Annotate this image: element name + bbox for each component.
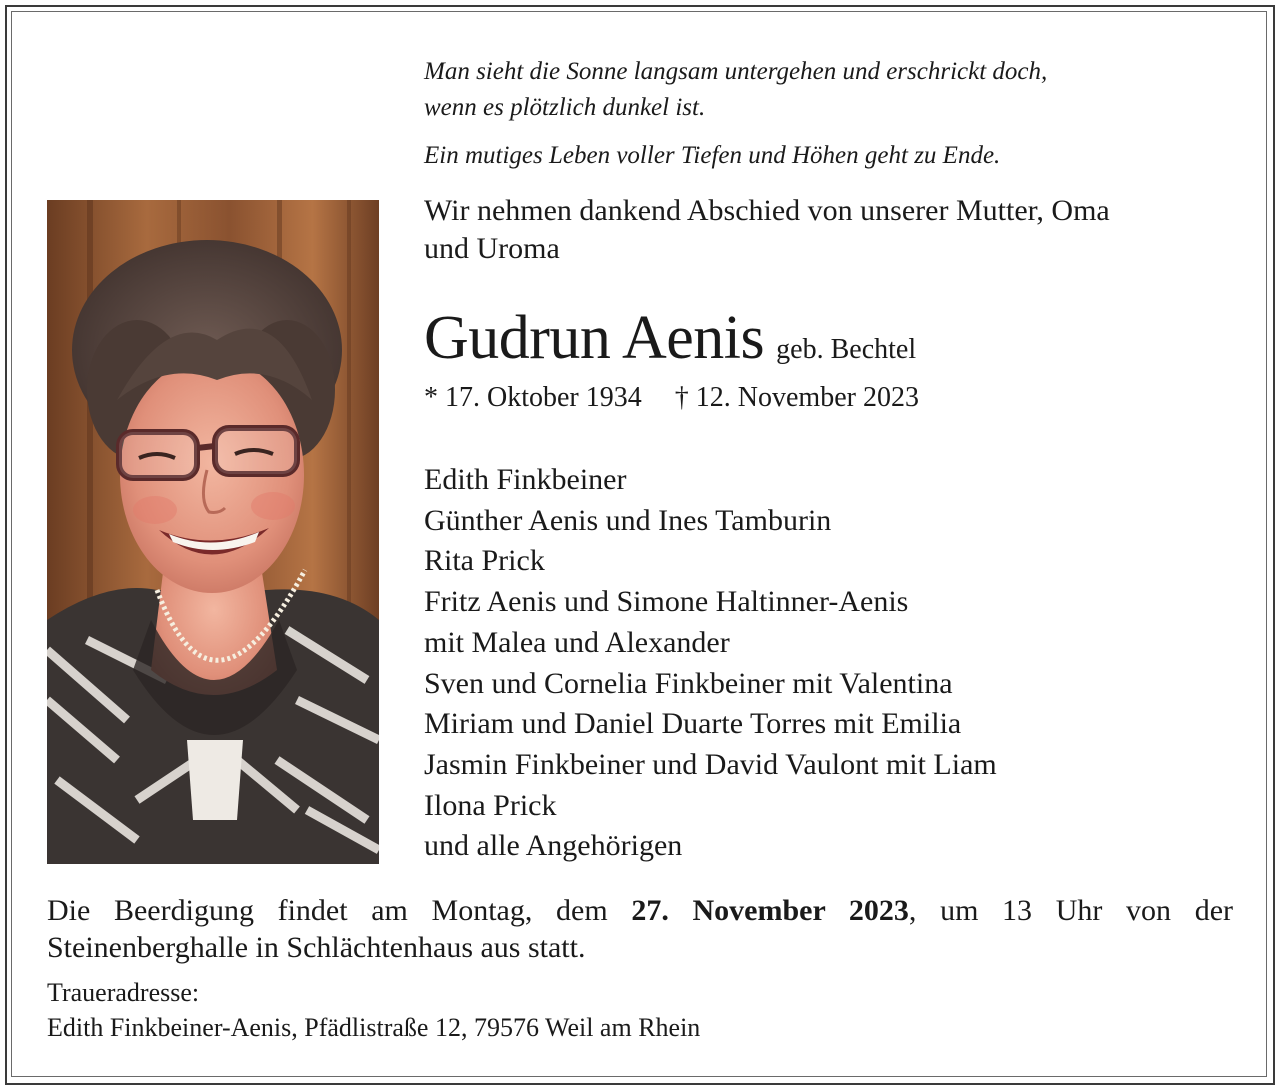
memorial-quote	[424, 54, 1244, 174]
funeral-line-1	[47, 892, 1233, 929]
intro-line-1: Wir nehmen dankend Abschied von unserer Mutter, Oma	[424, 194, 1110, 227]
intro-line-2: und Uroma	[424, 232, 560, 265]
family-member: Ilona Prick	[424, 788, 557, 822]
family-member: Sven und Cornelia Finkbeiner mit Valentina	[424, 666, 953, 700]
family-member: mit Malea und Alexander	[424, 625, 730, 659]
family-member: und alle Angehörigen	[424, 829, 683, 863]
quote-line-3: Ein mutiges Leben voller Tiefen und Höhen geht zu Ende.	[424, 142, 1001, 169]
portrait-photo	[47, 200, 379, 864]
family-list	[424, 460, 1244, 867]
intro-text	[424, 192, 1244, 268]
funeral-notice	[47, 892, 1233, 966]
family-member: Rita Prick	[424, 544, 545, 578]
condolence-address	[47, 975, 700, 1045]
family-member: Fritz Aenis und Simone Haltinner-Aenis	[424, 585, 909, 619]
deceased-name: Gudrun Aenis	[424, 304, 765, 372]
death-date: † 12. November 2023	[674, 382, 919, 413]
address-label: Traueradresse:	[47, 978, 200, 1007]
life-dates	[424, 380, 919, 416]
birth-name: geb. Bechtel	[776, 334, 917, 365]
deceased-name-line	[424, 298, 1244, 378]
family-member: Jasmin Finkbeiner und David Vaulont mit Liam	[424, 747, 997, 781]
quote-line-1: Man sieht die Sonne langsam untergehen und erschrickt doch,	[424, 58, 1048, 85]
funeral-date: 27. November 2023	[631, 894, 909, 927]
funeral-text-before-date: Die Beerdigung findet am Montag, dem	[47, 894, 632, 927]
funeral-text-after-date: , um 13 Uhr von der	[908, 894, 1233, 927]
portrait-illustration	[47, 200, 379, 864]
family-member: Günther Aenis und Ines Tamburin	[424, 503, 832, 537]
family-member: Edith Finkbeiner	[424, 463, 627, 496]
birth-date: * 17. Oktober 1934	[424, 382, 642, 413]
funeral-line-2: Steinenberghalle in Schlächtenhaus aus statt.	[47, 931, 586, 964]
quote-line-2: wenn es plötzlich dunkel ist.	[424, 94, 706, 121]
address-value: Edith Finkbeiner-Aenis, Pfädlistraße 12, 79576 Weil am Rhein	[47, 1013, 701, 1042]
family-member: Miriam und Daniel Duarte Torres mit Emilia	[424, 707, 962, 741]
